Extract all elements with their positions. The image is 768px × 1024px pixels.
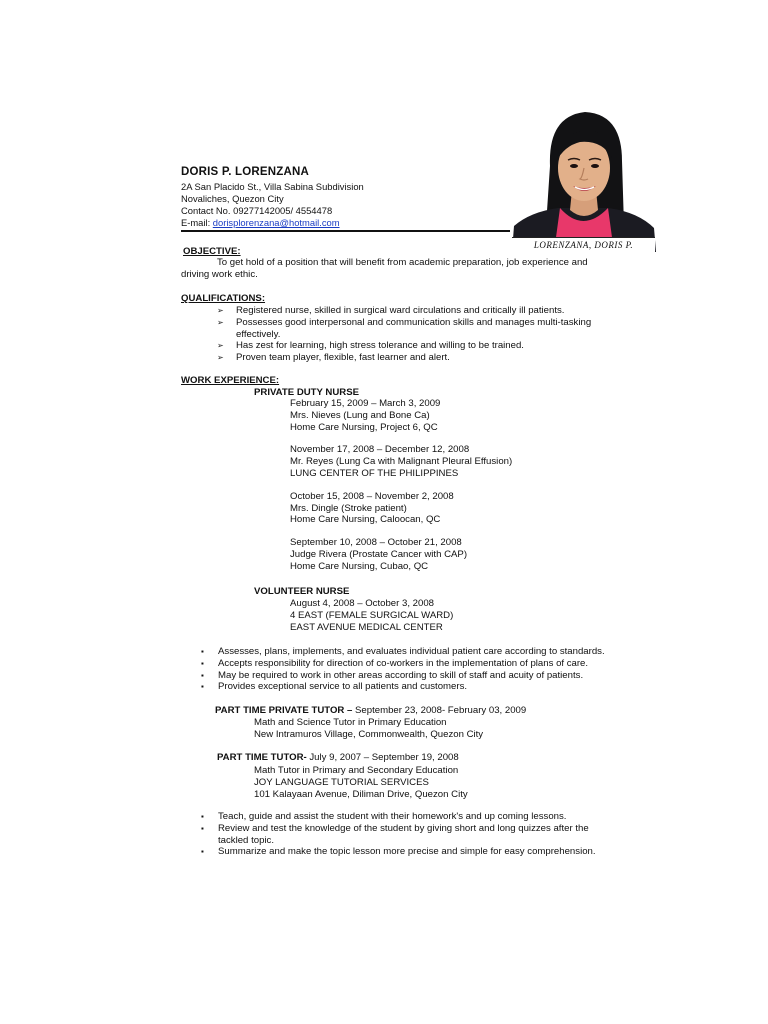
qualifications-list [217, 305, 607, 364]
private-duty-entries [290, 398, 512, 584]
tutor1-place: New Intramuros Village, Commonwealth, Quezon City [254, 728, 484, 740]
arrow-bullet-icon: ➢ [217, 353, 224, 363]
address-line-1: 2A San Placido St., Villa Sabina Subdivision [181, 181, 364, 192]
entry-place: Home Care Nursing, Caloocan, QC [290, 514, 441, 526]
qualification-item: ➢ Proven team player, flexible, fast learner and alert. [217, 352, 450, 364]
part-time-tutor-title [217, 752, 459, 764]
qualifications-heading: QUALIFICATIONS: [181, 293, 266, 304]
square-bullet-icon: ▪ [201, 847, 204, 857]
objective-line-2: driving work ethic. [181, 268, 258, 280]
objective-line-1: To get hold of a position that will benefit from academic preparation, job experience and [217, 257, 588, 268]
duty-item: ▪ Teach, guide and assist the student with their homework's and up coming lessons. [201, 811, 567, 822]
entry-patient: Mrs. Dingle (Stroke patient) [290, 502, 407, 514]
square-bullet-icon: ▪ [201, 670, 204, 680]
tutor1-role: Math and Science Tutor in Primary Education [254, 717, 447, 728]
tutor-duties [201, 811, 611, 858]
tutor-duties-list [201, 811, 611, 858]
portrait-illustration [510, 106, 656, 252]
private-tutor-title [215, 705, 526, 717]
email-label: E-mail: [181, 217, 213, 228]
duty-item: ▪ Summarize and make the topic lesson more precise and simple for easy comprehension. [201, 846, 596, 858]
qualification-item: ➢ Registered nurse, skilled in surgical ward circulations and critically ill patients. [217, 305, 565, 316]
tutor1-title-text: PART TIME PRIVATE TUTOR – [215, 705, 353, 716]
address-line-2: Novaliches, Quezon City [181, 193, 284, 204]
arrow-bullet-icon: ➢ [217, 341, 224, 351]
tutor2-title-text: PART TIME TUTOR- [217, 752, 307, 763]
photo-caption: LORENZANA, DORIS P. [512, 237, 655, 252]
job-entry [290, 537, 512, 572]
duty-item: ▪ Provides exceptional service to all patients and customers. [201, 681, 468, 693]
contact-number: Contact No. 09277142005/ 4554478 [181, 205, 333, 216]
square-bullet-icon: ▪ [201, 682, 204, 692]
contact-block [181, 181, 364, 229]
email-line [181, 217, 364, 229]
nurse-duties-list [201, 646, 621, 693]
qualification-item: ➢ Possesses good interpersonal and communication skills and manages multi-tasking effectively. [217, 316, 592, 340]
tutor1-dates: September 23, 2008- February 03, 2009 [352, 705, 527, 716]
square-bullet-icon: ▪ [201, 812, 204, 821]
volunteer-date: August 4, 2008 – October 3, 2008 [290, 598, 435, 609]
volunteer-entry [290, 598, 453, 633]
entry-patient: Mr. Reyes (Lung Ca with Malignant Pleural Effusion) [290, 456, 513, 468]
square-bullet-icon: ▪ [201, 823, 204, 833]
entry-date: November 17, 2008 – December 12, 2008 [290, 444, 470, 456]
volunteer-ward: 4 EAST (FEMALE SURGICAL WARD) [290, 609, 454, 621]
duty-item: ▪ Accepts responsibility for direction of co-workers in the implementation of plans of care. [201, 657, 589, 669]
volunteer-nurse-title: VOLUNTEER NURSE [254, 586, 350, 597]
volunteer-place: EAST AVENUE MEDICAL CENTER [290, 621, 443, 633]
entry-patient: Mrs. Nieves (Lung and Bone Ca) [290, 409, 430, 421]
entry-place: LUNG CENTER OF THE PHILIPPINES [290, 467, 459, 479]
square-bullet-icon: ▪ [201, 647, 204, 656]
objective-heading: OBJECTIVE: [183, 246, 241, 257]
tutor2-company: JOY LANGUAGE TUTORIAL SERVICES [254, 776, 429, 788]
duty-item: ▪ Review and test the knowledge of the student by giving short and long quizzes after the tackled topic. [201, 822, 589, 846]
entry-date: February 15, 2009 – March 3, 2009 [290, 398, 441, 409]
entry-place: Home Care Nursing, Cubao, QC [290, 560, 429, 572]
square-bullet-icon: ▪ [201, 658, 204, 668]
work-experience-heading: WORK EXPERIENCE: [181, 375, 280, 386]
job-entry [290, 398, 512, 433]
tutor2-address: 101 Kalayaan Avenue, Diliman Drive, Quezon City [254, 788, 468, 800]
entry-date: September 10, 2008 – October 21, 2008 [290, 537, 462, 549]
applicant-name: DORIS P. LORENZANA [181, 166, 309, 178]
arrow-bullet-icon: ➢ [217, 306, 224, 315]
duty-item: ▪ Assesses, plans, implements, and evaluates individual patient care according to standards. [201, 646, 605, 657]
tutor1-details [254, 717, 483, 741]
duty-item: ▪ May be required to work in other areas according to skill of staff and acuity of patients. [201, 669, 584, 681]
tutor2-details [254, 765, 468, 800]
job-entry [290, 491, 512, 526]
entry-place: Home Care Nursing, Project 6, QC [290, 421, 438, 433]
qualification-item: ➢ Has zest for learning, high stress tolerance and willing to be trained. [217, 340, 524, 352]
entry-patient: Judge Rivera (Prostate Cancer with CAP) [290, 548, 468, 560]
private-duty-nurse-title: PRIVATE DUTY NURSE [254, 387, 360, 398]
arrow-bullet-icon: ➢ [217, 317, 224, 327]
header-divider [181, 230, 511, 232]
objective-text [181, 257, 601, 281]
tutor2-role: Math Tutor in Primary and Secondary Education [254, 765, 459, 776]
tutor2-dates: July 9, 2007 – September 19, 2008 [306, 752, 459, 763]
job-entry [290, 444, 512, 479]
nurse-duties [201, 646, 621, 693]
entry-date: October 15, 2008 – November 2, 2008 [290, 490, 454, 502]
profile-photo [510, 106, 656, 252]
email-link[interactable]: dorisplorenzana@hotmail.com [212, 217, 340, 228]
